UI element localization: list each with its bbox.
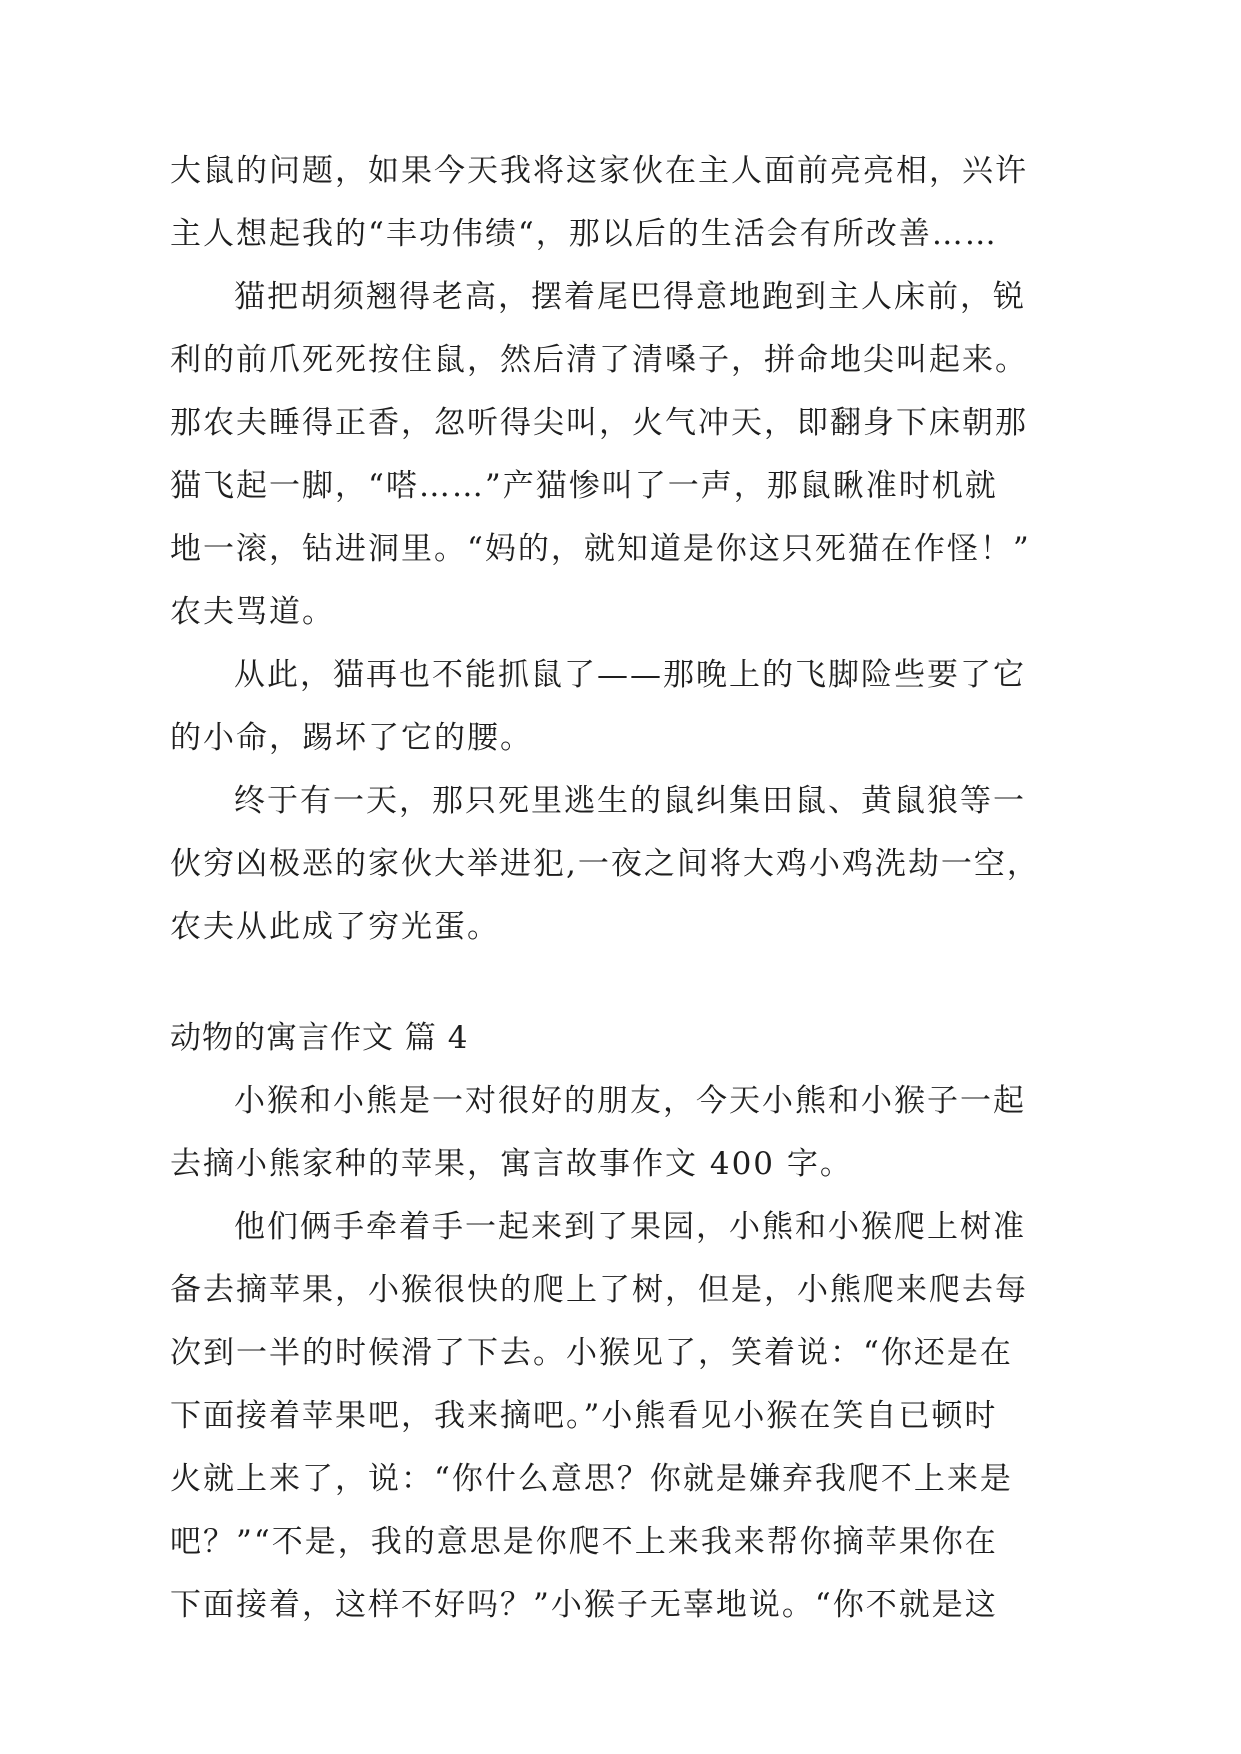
text-line: 去摘小熊家种的苹果，寓言故事作文 400 字。 — [170, 1146, 853, 1182]
text-line: 小猴和小熊是一对很好的朋友，今天小熊和小猴子一起 — [234, 1083, 1026, 1119]
text-line: 地一滚，钻进洞里。“妈的，就知道是你这只死猫在作怪！” — [170, 531, 1031, 567]
text-line: 主人想起我的“丰功伟绩“，那以后的生活会有所改善…… — [170, 216, 998, 252]
section-gap — [170, 959, 1070, 1007]
paragraph — [170, 770, 1070, 959]
text-line: 次到一半的时候滑了下去。小猴见了，笑着说：“你还是在 — [170, 1335, 1013, 1371]
text-line: 从此，猫再也不能抓鼠了——那晚上的飞脚险些要了它 — [234, 657, 1026, 693]
text-line: 那农夫睡得正香，忽听得尖叫，火气冲天，即翻身下床朝那 — [170, 405, 1028, 441]
text-line: 农夫从此成了穷光蛋。 — [170, 909, 500, 945]
text-line: 备去摘苹果，小猴很快的爬上了树，但是，小熊爬来爬去每 — [170, 1272, 1028, 1308]
text-line: 下面接着，这样不好吗？”小猴子无辜地说。“你不就是这 — [170, 1587, 998, 1623]
text-line: 终于有一天，那只死里逃生的鼠纠集田鼠、黄鼠狼等一 — [234, 783, 1026, 819]
text-line: 的小命，踢坏了它的腰。 — [170, 720, 533, 756]
text-line: 大鼠的问题，如果今天我将这家伙在主人面前亮亮相，兴许 — [170, 153, 1028, 189]
paragraph — [170, 266, 1070, 644]
text-line: 火就上来了，说：“你什么意思？你就是嫌弃我爬不上来是 — [170, 1461, 1013, 1497]
text-line: 利的前爪死死按住鼠，然后清了清嗓子，拼命地尖叫起来。 — [170, 342, 1028, 378]
text-line: 农夫骂道。 — [170, 594, 335, 630]
section-heading: 动物的寓言作文 篇 4 — [170, 1020, 469, 1056]
paragraph — [170, 644, 1070, 770]
text-line: 猫把胡须翘得老高，摆着尾巴得意地跑到主人床前，锐 — [234, 279, 1026, 315]
paragraph — [170, 1070, 1070, 1196]
text-line: 他们俩手牵着手一起来到了果园，小熊和小猴爬上树准 — [234, 1209, 1026, 1245]
paragraph — [170, 140, 1070, 266]
text-line: 猫飞起一脚，“嗒……”产猫惨叫了一声，那鼠瞅准时机就 — [170, 468, 998, 504]
document-page — [170, 140, 1070, 1637]
text-line: 伙穷凶极恶的家伙大举进犯,一夜之间将大鸡小鸡洗劫一空， — [170, 846, 1040, 882]
text-line: 下面接着苹果吧，我来摘吧。”小熊看见小猴在笑自已顿时 — [170, 1398, 998, 1434]
text-line: 吧？”“不是，我的意思是你爬不上来我来帮你摘苹果你在 — [170, 1524, 998, 1560]
paragraph — [170, 1196, 1070, 1637]
